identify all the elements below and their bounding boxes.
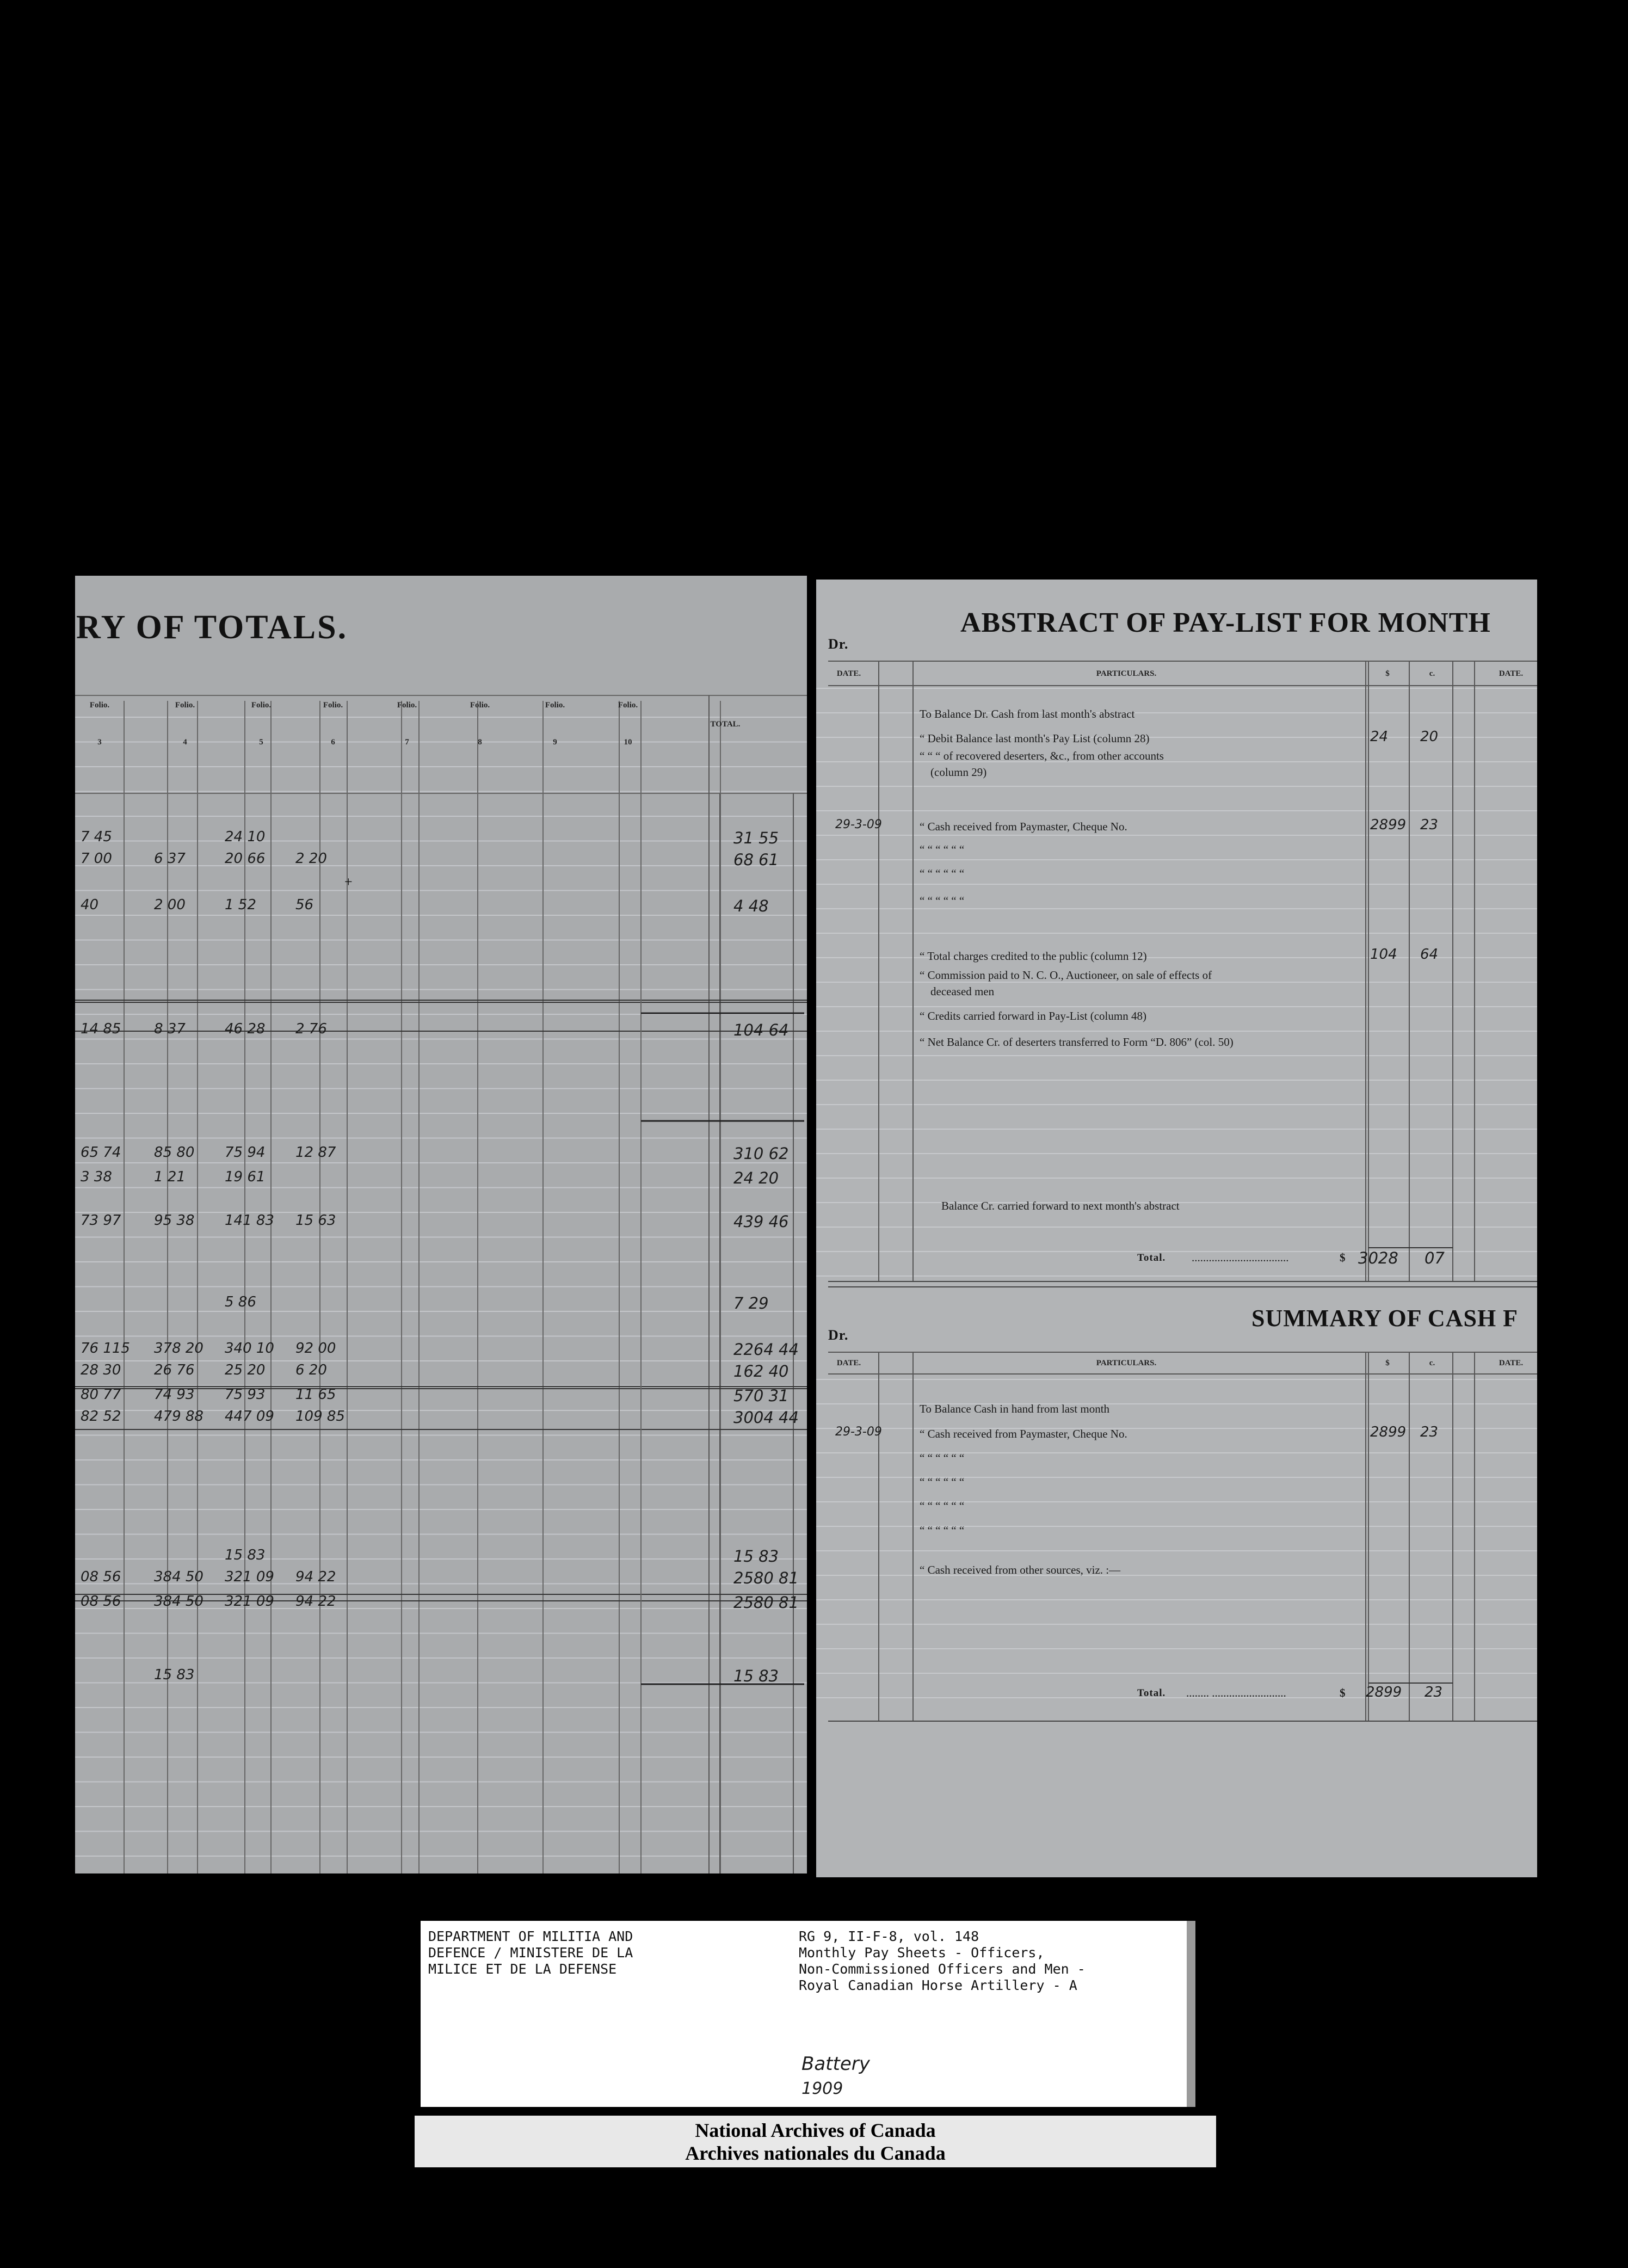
abstract-date2-header: DATE.: [1498, 669, 1524, 678]
summary-dollars-header: $: [1385, 1359, 1390, 1367]
ledger-total: 570 31: [733, 1386, 789, 1405]
ledger-cell: 3 38: [81, 1169, 112, 1185]
abstract-title: ABSTRACT OF PAY-LIST FOR MONTH: [960, 607, 1491, 638]
abstract-line-text: “ “ “ of recovered deserters, &c., from other accounts: [920, 749, 1164, 762]
ledger-total: 68 61: [733, 850, 779, 869]
footer-line-french: Archives nationales du Canada: [685, 2142, 946, 2164]
ledger-cell: 95 38: [154, 1212, 195, 1229]
abstract-line-text: “ Commission paid to N. C. O., Auctioneer, on sale of effects of: [920, 969, 1212, 982]
summary-dr-label: Dr.: [828, 1327, 849, 1343]
archive-label-reference: [799, 1928, 1086, 1994]
summary-cents-header: c.: [1429, 1359, 1435, 1367]
footer-line-english: National Archives of Canada: [695, 2119, 936, 2141]
abstract-line-date: 29-3-09: [835, 818, 882, 831]
ledger-cell: 2 20: [295, 850, 327, 867]
abstract-line-text: deceased men: [930, 985, 995, 998]
abstract-line-text: “ “ “ “ “ “: [920, 843, 965, 856]
summary-line-date: 29-3-09: [835, 1425, 882, 1439]
ledger-cell: 15 83: [225, 1547, 266, 1563]
folio-label: Folio.: [89, 701, 110, 710]
summary-total-label: Total.: [1137, 1687, 1166, 1699]
ledger-cell: 384 50: [154, 1569, 203, 1585]
ledger-cell: 6 20: [295, 1362, 327, 1378]
ledger-cell: 15 63: [295, 1212, 336, 1229]
ledger-cell: 65 74: [81, 1144, 121, 1161]
ledger-cell: 56: [295, 897, 314, 913]
ledger-cell: 7 00: [81, 850, 112, 867]
summary-line-text: “ “ “ “ “ “: [920, 1451, 965, 1464]
abstract-line-text: “ Credits carried forward in Pay-List (column 48): [920, 1009, 1146, 1022]
reference-line: Monthly Pay Sheets - Officers,: [799, 1945, 1045, 1961]
folio-label: Folio.: [618, 701, 638, 710]
reference-line: RG 9, II-F-8, vol. 148: [799, 1928, 979, 1944]
abstract-line-dollars: 2899: [1370, 817, 1407, 833]
right-ledger-grid: [816, 580, 1537, 1877]
ledger-cell: 2 76: [295, 1021, 327, 1037]
summary-date2-header: DATE.: [1498, 1359, 1524, 1367]
ledger-cell: 479 88: [154, 1408, 203, 1425]
folio-number: 7: [405, 738, 409, 747]
ledger-cell: 12 87: [295, 1144, 336, 1161]
abstract-line-text: To Balance Dr. Cash from last month's abstract: [920, 707, 1135, 720]
summary-line-text: “ “ “ “ “ “: [920, 1475, 965, 1488]
ledger-cell: 76 115: [81, 1340, 130, 1357]
abstract-dollars-header: $: [1385, 669, 1390, 678]
ledger-cell: 85 80: [154, 1144, 195, 1161]
ledger-cell: 75 94: [225, 1144, 266, 1161]
ledger-total: 2580 81: [733, 1569, 799, 1587]
ledger-cell: 26 76: [154, 1362, 195, 1378]
abstract-line-text: Balance Cr. carried forward to next month's abstract: [941, 1199, 1180, 1212]
reference-line: Non-Commissioned Officers and Men -: [799, 1961, 1086, 1977]
abstract-line-cents: 23: [1420, 817, 1439, 833]
abstract-line-text: “ Cash received from Paymaster, Cheque No.: [920, 820, 1127, 833]
abstract-line-cents: 64: [1420, 946, 1439, 963]
ledger-cell: 82 52: [81, 1408, 121, 1425]
ledger-cell: 75 93: [225, 1386, 266, 1403]
ledger-cell: 15 83: [154, 1667, 195, 1683]
ledger-cell: 94 22: [295, 1593, 336, 1610]
ledger-cell: 24 10: [225, 829, 266, 845]
total-header: TOTAL.: [710, 720, 741, 729]
abstract-total-dots: ..................................: [1192, 1251, 1289, 1264]
folio-number: 3: [97, 738, 102, 747]
ledger-cell: 378 20: [154, 1340, 203, 1357]
folio-number: 6: [331, 738, 335, 747]
folio-number: 4: [183, 738, 187, 747]
ledger-total: 2264 44: [733, 1340, 799, 1359]
summary-line-text: To Balance Cash in hand from last month: [920, 1402, 1110, 1415]
summary-total-dollars: 2899: [1366, 1684, 1402, 1700]
department-line: DEPARTMENT OF MILITIA AND: [428, 1928, 633, 1944]
archives-footer: [415, 2116, 1216, 2167]
ledger-cell: 141 83: [225, 1212, 274, 1229]
ledger-cell: 8 37: [154, 1021, 186, 1037]
ledger-cell: 321 09: [225, 1593, 274, 1610]
folio-label: Folio.: [397, 701, 417, 710]
summary-line-text: “ “ “ “ “ “: [920, 1499, 965, 1512]
reference-line: Royal Canadian Horse Artillery - A: [799, 1977, 1077, 1993]
department-line: MILICE ET DE LA DEFENSE: [428, 1961, 617, 1977]
abstract-line-dollars: 104: [1370, 946, 1397, 963]
ledger-cell: 19 61: [225, 1169, 266, 1185]
ledger-cell: 447 09: [225, 1408, 274, 1425]
abstract-cents-header: c.: [1429, 669, 1435, 678]
ledger-total: 24 20: [733, 1169, 779, 1187]
summary-total-symbol: $: [1340, 1686, 1346, 1699]
ledger-total: 15 83: [733, 1667, 779, 1685]
abstract-line-text: “ Net Balance Cr. of deserters transferred to Form “D. 806” (col. 50): [920, 1036, 1234, 1049]
folio-number: 10: [624, 738, 632, 747]
abstract-line-text: “ Total charges credited to the public (column 12): [920, 950, 1147, 963]
ledger-cell: 5 86: [225, 1294, 256, 1310]
ledger-total: 15 83: [733, 1547, 779, 1566]
ledger-total: 3004 44: [733, 1408, 799, 1427]
summary-line-text: “ Cash received from other sources, viz. :—: [920, 1563, 1121, 1576]
summary-line-text: “ Cash received from Paymaster, Cheque No.: [920, 1427, 1127, 1440]
ledger-cell: 08 56: [81, 1593, 121, 1610]
summary-particulars-header: PARTICULARS.: [1096, 1359, 1157, 1367]
archive-label-department: [428, 1928, 633, 1977]
right-ledger-page: [816, 580, 1537, 1877]
ledger-cell: 7 45: [81, 829, 112, 845]
left-page-title: RY OF TOTALS.: [76, 609, 348, 646]
ledger-cell: 384 50: [154, 1593, 203, 1610]
ledger-cell: 109 85: [295, 1408, 345, 1425]
folio-label: Folio.: [545, 701, 565, 710]
ledger-cell: 28 30: [81, 1362, 121, 1378]
ledger-total: 2580 81: [733, 1593, 799, 1612]
summary-line-text: “ “ “ “ “ “: [920, 1524, 965, 1537]
department-line: DEFENCE / MINISTERE DE LA: [428, 1945, 633, 1961]
ledger-cell: 340 10: [225, 1340, 274, 1357]
abstract-line-cents: 20: [1420, 729, 1439, 745]
summary-title: SUMMARY OF CASH F: [1251, 1305, 1519, 1332]
ledger-total: 310 62: [733, 1144, 789, 1163]
ledger-cell: 1 52: [225, 897, 256, 913]
ledger-cell: 11 65: [295, 1386, 336, 1403]
archive-label: [421, 1921, 1187, 2107]
ledger-total: 439 46: [733, 1212, 789, 1231]
abstract-line-text: “ “ “ “ “ “: [920, 867, 965, 880]
summary-date-header: DATE.: [836, 1359, 861, 1367]
folio-number: 5: [259, 738, 263, 747]
abstract-particulars-header: PARTICULARS.: [1096, 669, 1157, 678]
margin-mark: +: [344, 874, 353, 890]
left-ledger-page: [75, 576, 807, 1873]
ledger-cell: 92 00: [295, 1340, 336, 1357]
abstract-total-label: Total.: [1137, 1252, 1166, 1264]
ledger-cell: 80 77: [81, 1386, 121, 1403]
abstract-line-text: “ Debit Balance last month's Pay List (column 28): [920, 732, 1150, 745]
ledger-cell: 1 21: [154, 1169, 186, 1185]
summary-line-cents: 23: [1420, 1424, 1439, 1440]
abstract-total-cents: 07: [1424, 1249, 1445, 1267]
handwritten-battery: Battery: [801, 2053, 870, 2075]
folio-label: Folio.: [323, 701, 343, 710]
folio-number: 8: [478, 738, 482, 747]
ledger-cell: 6 37: [154, 850, 186, 867]
ledger-total: 162 40: [733, 1362, 789, 1380]
summary-total-cents: 23: [1424, 1684, 1443, 1700]
summary-total-dots: ........ ..........................: [1186, 1686, 1286, 1699]
abstract-total-symbol: $: [1340, 1251, 1346, 1264]
ledger-total: 7 29: [733, 1294, 769, 1312]
ledger-cell: 2 00: [154, 897, 186, 913]
ledger-cell: 25 20: [225, 1362, 266, 1378]
folio-label: Folio.: [175, 701, 195, 710]
summary-line-dollars: 2899: [1370, 1424, 1407, 1440]
label-shadow: [1187, 1921, 1195, 2107]
folio-label: Folio.: [470, 701, 490, 710]
ledger-cell: 46 28: [225, 1021, 266, 1037]
ledger-cell: 74 93: [154, 1386, 195, 1403]
ledger-cell: 20 66: [225, 850, 266, 867]
abstract-dr-label: Dr.: [828, 636, 849, 652]
ledger-total: 4 48: [733, 897, 769, 915]
abstract-total-dollars: 3028: [1358, 1249, 1398, 1267]
ledger-cell: 14 85: [81, 1021, 121, 1037]
handwritten-year: 1909: [801, 2079, 843, 2098]
ledger-total: 31 55: [733, 829, 779, 847]
folio-number: 9: [553, 738, 557, 747]
abstract-line-dollars: 24: [1370, 729, 1389, 745]
ledger-cell: 08 56: [81, 1569, 121, 1585]
folio-label: Folio.: [251, 701, 272, 710]
abstract-date-header: DATE.: [836, 669, 861, 678]
ledger-cell: 73 97: [81, 1212, 121, 1229]
abstract-line-text: (column 29): [930, 766, 987, 779]
ledger-cell: 321 09: [225, 1569, 274, 1585]
abstract-line-text: “ “ “ “ “ “: [920, 894, 965, 907]
ledger-cell: 94 22: [295, 1569, 336, 1585]
ledger-cell: 40: [81, 897, 99, 913]
ledger-total: 104 64: [733, 1021, 789, 1039]
